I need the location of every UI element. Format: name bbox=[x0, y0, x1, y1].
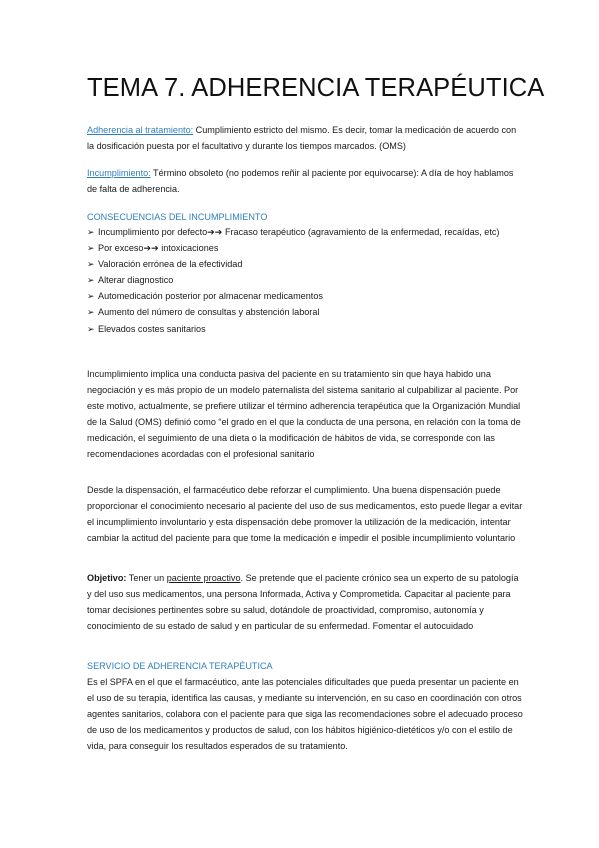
arrow-bullet-icon: ➢ bbox=[87, 307, 95, 318]
list-item: ➢ Por exceso➔➔ intoxicaciones bbox=[87, 240, 524, 256]
paragraph-adherence-service: Es el SPFA en el que el farmacéutico, ante las potenciales dificultades que pueda presentar un paciente en el uso de su terapia, identifica las causas, y mediante su intervención, en su caso en coordinación con otros agentes sanitarios, colabora con el paciente para que siga las recomendaciones sobre el adecuado proceso de uso de los medicamentos y productos de salud, con los hábitos higiénico-dietéticos y/o con el estilo de vida, para conseguir los resultados esperados de su tratamiento. bbox=[87, 677, 523, 752]
list-item: ➢ Valoración errónea de la efectividad bbox=[87, 256, 524, 272]
list-item: ➢ Aumento del número de consultas y abstención laboral bbox=[87, 304, 524, 320]
arrow-bullet-icon: ➢ bbox=[87, 323, 95, 334]
arrow-bullet-icon: ➢ bbox=[87, 243, 95, 254]
arrow-bullet-icon: ➢ bbox=[87, 227, 95, 237]
paragraph-dispensation: Desde la dispensación, el farmacéutico debe reforzar el cumplimiento. Una buena dispensación puede proporcionar el conocimiento necesario al paciente del uso de sus medicamentos, esto puede llegar a evitar el incumplimiento involuntario y esta dispensación debe promover la utilización de la medicación, intentar cambiar la actitud del paciente para que tome la medicación e impedir el posible incumplimiento voluntario bbox=[87, 485, 523, 544]
consequences-list bbox=[87, 224, 524, 337]
definition-noncompliance-text: Término obsoleto (no podemos reñir al paciente por equivocarse): A día de hoy hablamos de falta de adherencia. bbox=[87, 168, 514, 195]
list-item: ➢ Alterar diagnostico bbox=[87, 272, 524, 288]
page-title: TEMA 7. ADHERENCIA TERAPÉUTICA bbox=[87, 74, 545, 102]
paragraph-objective: Objetivo: Tener un paciente proactivo. Se pretende que el paciente crónico sea un experto de su patología y del uso sus medicamentos, una persona Informada, Activa y Comprometida. Capacitar al paciente para tomar decisiones pertinentes sobre su salud, dotándole de proactividad, compromiso, autonomía y conocimiento de su estado de salud y en particular de su enfermedad. Fomentar el autocuidado bbox=[87, 573, 519, 632]
objective-label: Objetivo: bbox=[87, 573, 127, 583]
arrow-bullet-icon: ➢ bbox=[87, 275, 95, 286]
arrow-bullet-icon: ➢ bbox=[87, 291, 95, 302]
list-item: ➢ Automedicación posterior por almacenar medicamentos bbox=[87, 288, 524, 304]
definition-noncompliance bbox=[87, 165, 524, 197]
arrow-bullet-icon: ➢ bbox=[87, 259, 95, 270]
term-adherence: Adherencia al tratamiento: bbox=[87, 125, 194, 135]
section-heading-adherence-service: SERVICIO DE ADHERENCIA TERAPÉUTICA bbox=[87, 661, 273, 671]
section-heading-consequences: CONSECUENCIAS DEL INCUMPLIMIENTO bbox=[87, 212, 268, 222]
proactive-patient-term: paciente proactivo bbox=[166, 573, 241, 583]
term-noncompliance: Incumplimiento: bbox=[87, 168, 151, 178]
list-item: ➢ Elevados costes sanitarios bbox=[87, 321, 524, 337]
paragraph-noncompliance: Incumplimiento implica una conducta pasiva del paciente en su tratamiento sin que haya habido una negociación y es más propio de un modelo paternalista del sistema sanitario al culpabilizar al paciente. Por este motivo, actualmente, se prefiere utilizar el término adherencia terapéutica que la Organización Mundial de la Salud (OMS) definió como “el grado en el que la conducta de una persona, en relación con la toma de medicación, el seguimiento de una dieta o la modificación de hábitos de vida, se corresponde con las recomendaciones acordadas con el profesional sanitario bbox=[87, 369, 521, 460]
list-item: ➢ Incumplimiento por defecto➔➔ Fracaso terapéutico (agravamiento de la enfermedad, recaídas, etc) bbox=[87, 224, 524, 240]
definition-adherence bbox=[87, 122, 524, 154]
definition-adherence-text: Cumplimiento estricto del mismo. Es decir, tomar la medicación de acuerdo con la dosificación puesta por el facultativo y durante los tiempos marcados. (OMS) bbox=[87, 125, 517, 152]
